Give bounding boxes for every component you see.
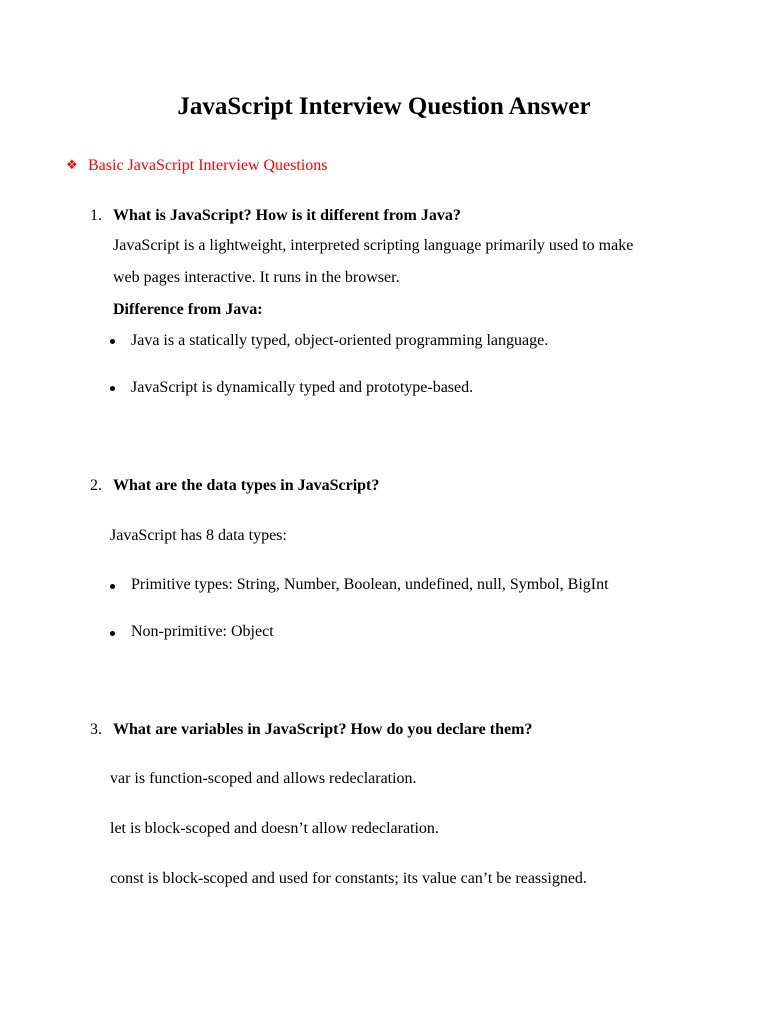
question-number: 3. [90, 721, 102, 738]
question-number: 2. [90, 477, 102, 494]
list-item: Non-primitive: Object [131, 623, 274, 640]
answer-line: const is block-scoped and used for constants; its value can’t be reassigned. [110, 870, 587, 887]
list-item: JavaScript is dynamically typed and prototype-based. [131, 379, 474, 396]
section-heading [66, 155, 328, 177]
bullet-dot-icon [110, 386, 115, 391]
answer-subheading: Difference from Java: [113, 301, 263, 318]
bullet-dot-icon [110, 339, 115, 344]
question-text: What are the data types in JavaScript? [113, 477, 380, 494]
page-title: JavaScript Interview Question Answer [177, 93, 591, 120]
diamond-bullet-icon: ❖ [66, 158, 78, 173]
answer-line: let is block-scoped and doesn’t allow redeclaration. [110, 820, 439, 837]
question-text: What are variables in JavaScript? How do you declare them? [113, 721, 533, 738]
question-text: What is JavaScript? How is it different from Java? [113, 207, 461, 224]
answer-line: JavaScript is a lightweight, interpreted scripting language primarily used to make [113, 237, 634, 254]
question-number: 1. [90, 207, 102, 224]
list-item: Java is a statically typed, object-oriented programming language. [131, 332, 549, 349]
bullet-dot-icon [110, 631, 115, 636]
answer-line: web pages interactive. It runs in the browser. [113, 269, 400, 286]
bullet-dot-icon [110, 584, 115, 589]
section-heading-text: Basic JavaScript Interview Questions [88, 157, 328, 174]
list-item: Primitive types: String, Number, Boolean, undefined, null, Symbol, BigInt [131, 576, 609, 593]
answer-line: var is function-scoped and allows redeclaration. [110, 770, 417, 787]
answer-line: JavaScript has 8 data types: [110, 527, 287, 544]
